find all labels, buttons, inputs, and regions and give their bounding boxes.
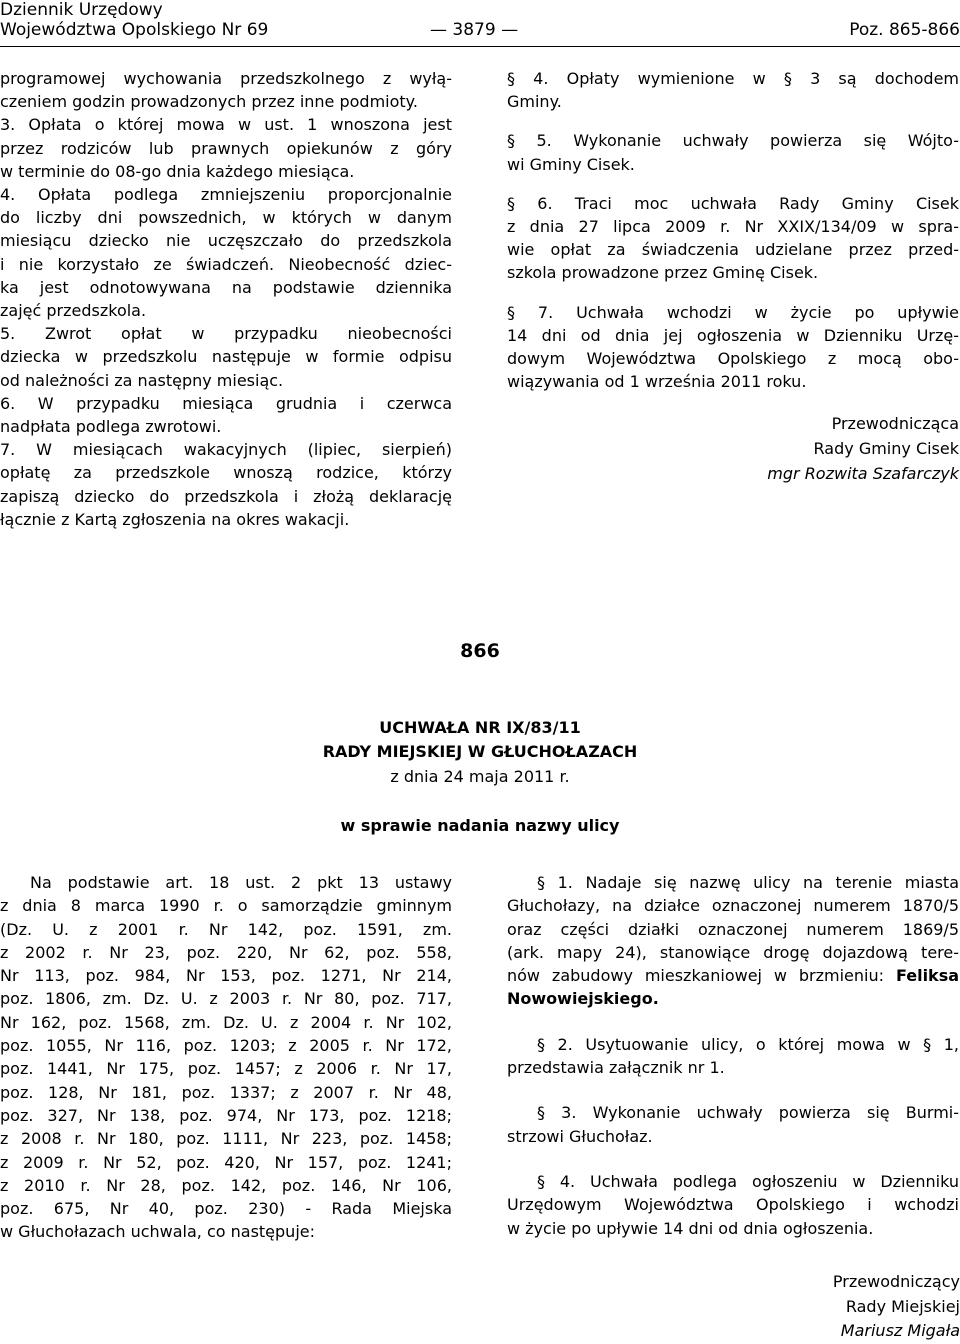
header-rule [0, 46, 960, 47]
signatory-name: Mariusz Migała [840, 1321, 960, 1340]
text-fragment: nów zabudowy mieszkaniowej w brzmieniu: [507, 966, 885, 986]
paragraph-6 [507, 192, 959, 285]
text-line: § 4. Uchwała podlega ogłoszeniu w Dzienniku [537, 1171, 959, 1191]
paragraph-5 [507, 129, 959, 175]
upper-left-column [0, 67, 452, 531]
paragraph-3 [507, 1101, 959, 1148]
text-line: strzowi Głuchołaz. [507, 1126, 653, 1146]
text-line: § 1. Nadaje się nazwę ulicy na terenie miasta [537, 873, 959, 892]
text-line: 14 dni od dnia jej ogłoszenia w Dzienniku Urzę- [507, 325, 959, 345]
street-name: Feliksa [895, 966, 960, 986]
text-line: zajęć przedszkola. [0, 301, 147, 321]
position-range: Poz. 865-866 [849, 20, 960, 40]
text-line: czeniem godzin prowadzonych przez inne podmioty. [0, 92, 418, 112]
text-line: dziecka w przedszkolu następuje w formie odpisu [0, 347, 452, 367]
signature-block-2 [660, 1270, 960, 1344]
text-line: poz. 128, Nr 181, poz. 1337; z 2007 r. Nr 48, [0, 1082, 452, 1102]
text-line: poz. 327, Nr 138, poz. 974, Nr 173, poz. 1218; [0, 1105, 452, 1125]
text-line: łącznie z Kartą zgłoszenia na okres wakacji. [0, 509, 350, 529]
text-line: Nr 162, poz. 1568, zm. Dz. U. z 2004 r. Nr 102, [0, 1012, 452, 1032]
signature-block [507, 411, 959, 486]
text-line: opłatę za przedszkole wnoszą rodzice, którzy [0, 463, 452, 483]
text-line: z dnia 27 lipca 2009 r. Nr XXIX/134/09 w spra- [507, 217, 959, 237]
signatory-body: Rady Gminy Cisek [813, 439, 959, 459]
text-line [507, 964, 959, 987]
upper-right-column [507, 67, 959, 486]
text-line: Nr 113, poz. 984, Nr 153, poz. 1271, Nr 214, [0, 966, 452, 986]
text-line: w życie po upływie 14 dni od dnia ogłoszenia. [507, 1218, 874, 1238]
act-date: z dnia 24 maja 2011 r. [390, 767, 570, 786]
text-line: 6. W przypadku miesiąca grudnia i czerwca [0, 393, 452, 413]
signatory-body: Rady Miejskiej [845, 1296, 960, 1316]
text-line: od należności za następny miesiąc. [0, 370, 284, 390]
text-line: wie opłat za świadczenia udzielane przez przed- [507, 240, 959, 260]
text-line: Gminy. [507, 92, 562, 112]
text-line: § 4. Opłaty wymienione w § 3 są dochodem [507, 69, 959, 88]
page-number: — 3879 — [430, 20, 519, 40]
text-line: z dnia 8 marca 1990 r. o samorządzie gminnym [0, 896, 452, 916]
text-line: Na podstawie art. 18 ust. 2 pkt 13 ustawy [30, 873, 452, 892]
journal-voivodeship: Województwa Opolskiego Nr 69 [0, 20, 269, 40]
text-line: § 5. Wykonanie uchwały powierza się Wójto- [507, 131, 959, 151]
text-line: poz. 1055, Nr 116, poz. 1203; z 2005 r. Nr 172, [0, 1036, 452, 1056]
text-line: oraz części działki oznaczonej numerem 1869/5 [507, 919, 959, 939]
text-line: z 2002 r. Nr 23, poz. 220, Nr 62, poz. 558, [0, 942, 452, 962]
act-number: 866 [460, 640, 500, 662]
paragraph-7 [507, 301, 959, 394]
text-line: programowej wychowania przedszkolnego z wyłą- [0, 69, 452, 88]
lower-right-column [507, 871, 959, 1240]
text-line: ka jest odnotowywana na podstawie dziennika [0, 277, 452, 297]
signatory-role: Przewodnicząca [831, 414, 959, 434]
text-line: 7. W miesiącach wakacyjnych (lipiec, sierpień) [0, 440, 452, 460]
paragraph-4 [507, 67, 959, 113]
text-line: § 2. Usytuowanie ulicy, o której mowa w § 1, [537, 1034, 959, 1054]
text-line: w Głuchołazach uchwala, co następuje: [0, 1222, 315, 1242]
signatory-role: Przewodniczący [832, 1272, 960, 1291]
journal-title: Dziennik Urzędowy [0, 0, 163, 20]
act-title: UCHWAŁA NR IX/83/11 [379, 718, 581, 737]
text-line: (Dz. U. z 2001 r. Nr 142, poz. 1591, zm. [0, 919, 452, 939]
text-line: przedstawia załącznik nr 1. [507, 1058, 725, 1078]
text-line: miesiącu dziecko nie uczęszczało do przedszkola [0, 231, 452, 251]
paragraph-1 [507, 871, 959, 1011]
text-line: zapiszą dziecko do przedszkola i złożą deklarację [0, 486, 452, 506]
text-line: z 2009 r. Nr 52, poz. 420, Nr 157, poz. 1241; [0, 1152, 452, 1172]
text-line: przez rodziców lub prawnych opiekunów z góry [0, 138, 452, 158]
text-line: wiązywania od 1 września 2011 roku. [507, 372, 807, 392]
text-line: z 2008 r. Nr 180, poz. 1111, Nr 223, poz. 1458; [0, 1129, 452, 1149]
text-line: 5. Zwrot opłat w przypadku nieobecności [0, 324, 452, 344]
text-line: do liczby dni powszednich, w których w danym [0, 208, 452, 228]
text-line: szkola prowadzone przez Gminę Cisek. [507, 263, 819, 283]
text-line: Głuchołazy, na działce oznaczonej numerem 1870/5 [507, 896, 959, 916]
text-line: i nie korzystało ze świadczeń. Nieobecność dziec- [0, 254, 452, 274]
act-issuer: RADY MIEJSKIEJ W GŁUCHOŁAZACH [322, 742, 638, 761]
text-line: § 3. Wykonanie uchwały powierza się Burmi- [537, 1103, 959, 1123]
text-line: Urzędowym Województwa Opolskiego i wchodzi [507, 1195, 959, 1215]
text-line: § 6. Traci moc uchwała Rady Gminy Cisek [507, 193, 959, 213]
text-line: poz. 1806, zm. Dz. U. z 2003 r. Nr 80, poz. 717, [0, 989, 452, 1009]
text-line: nadpłata podlega zwrotowi. [0, 417, 222, 437]
text-line: z 2010 r. Nr 28, poz. 142, poz. 146, Nr 106, [0, 1175, 452, 1195]
street-name-cont: Nowowiejskiego. [507, 989, 659, 1009]
text-line: poz. 675, Nr 40, poz. 230) - Rada Miejska [0, 1199, 452, 1219]
text-line: § 7. Uchwała wchodzi w życie po upływie [507, 302, 959, 322]
text-line: 4. Opłata podlega zmniejszeniu proporcjonalnie [0, 185, 452, 205]
text-line: wi Gminy Cisek. [507, 154, 635, 174]
signatory-name: mgr Rozwita Szafarczyk [767, 464, 959, 484]
lower-left-column [0, 871, 452, 1244]
paragraph-2 [507, 1033, 959, 1080]
text-line: 3. Opłata o której mowa w ust. 1 wnoszona jest [0, 115, 452, 135]
text-line: dowym Województwa Opolskiego z mocą obo- [507, 349, 959, 369]
paragraph-4 [507, 1170, 959, 1240]
text-line: (ark. mapy 24), stanowiące drogę dojazdową tere- [507, 942, 959, 962]
text-line: w terminie do 08-go dnia każdego miesiąca. [0, 161, 355, 181]
text-line: poz. 1441, Nr 175, poz. 1457; z 2006 r. Nr 17, [0, 1059, 452, 1079]
act-subject: w sprawie nadania nazwy ulicy [340, 816, 620, 835]
